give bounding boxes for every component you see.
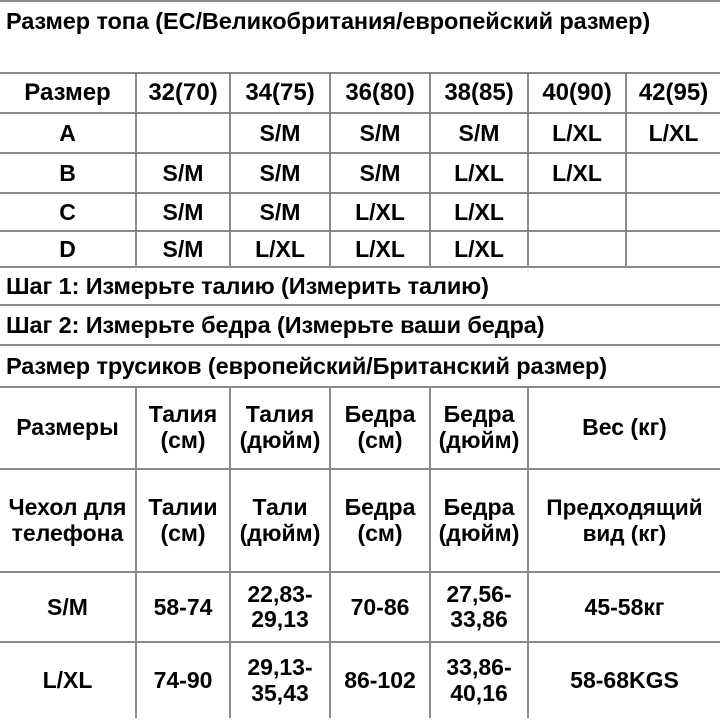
table-cell-c-38: L/XL — [431, 194, 529, 232]
bottom-table-title: Размер трусиков (европейский/Британский размер) — [0, 346, 720, 388]
table-cell-d-42 — [627, 232, 720, 268]
top-table-header-34: 34(75) — [231, 74, 331, 114]
bottom-table-subheader-weight: Предходящий вид (кг) — [529, 470, 720, 573]
top-table-header-42: 42(95) — [627, 74, 720, 114]
table-row-label-b: B — [0, 154, 137, 194]
table-cell-lxl-hip-cm: 86-102 — [331, 643, 431, 718]
table-cell-d-36: L/XL — [331, 232, 431, 268]
table-cell-b-34: S/M — [231, 154, 331, 194]
table-cell-b-42 — [627, 154, 720, 194]
table-cell-b-36: S/M — [331, 154, 431, 194]
table-row-label-lxl: L/XL — [0, 643, 137, 718]
table-cell-a-38: S/M — [431, 114, 529, 154]
table-cell-b-38: L/XL — [431, 154, 529, 194]
table-cell-c-34: S/M — [231, 194, 331, 232]
table-cell-sm-hip-in: 27,56-33,86 — [431, 573, 529, 643]
table-cell-c-32: S/M — [137, 194, 231, 232]
top-table-title: Размер топа (ЕС/Великобритания/европейский размер) — [0, 2, 720, 74]
table-cell-b-32: S/M — [137, 154, 231, 194]
table-cell-a-32 — [137, 114, 231, 154]
bottom-table-header-hip-in: Бедра (дюйм) — [431, 388, 529, 470]
top-table-header-40: 40(90) — [529, 74, 627, 114]
table-cell-a-36: S/M — [331, 114, 431, 154]
table-cell-c-42 — [627, 194, 720, 232]
top-table-header-size: Размер — [0, 74, 137, 114]
table-cell-lxl-weight: 58-68KGS — [529, 643, 720, 718]
table-row-label-c: C — [0, 194, 137, 232]
table-cell-a-42: L/XL — [627, 114, 720, 154]
table-cell-sm-weight: 45-58кг — [529, 573, 720, 643]
table-cell-sm-waist-cm: 58-74 — [137, 573, 231, 643]
bottom-table-subheader-hip-cm: Бедра (см) — [331, 470, 431, 573]
bottom-table-header-waist-cm: Талия (см) — [137, 388, 231, 470]
bottom-table-header-waist-in: Талия (дюйм) — [231, 388, 331, 470]
step-1-instruction: Шаг 1: Измерьте талию (Измерить талию) — [0, 268, 720, 306]
table-cell-sm-waist-in: 22,83-29,13 — [231, 573, 331, 643]
table-cell-d-32: S/M — [137, 232, 231, 268]
table-cell-d-40 — [529, 232, 627, 268]
top-table-header-32: 32(70) — [137, 74, 231, 114]
bottom-table-subheader-hip-in: Бедра (дюйм) — [431, 470, 529, 573]
table-cell-lxl-hip-in: 33,86-40,16 — [431, 643, 529, 718]
table-cell-d-38: L/XL — [431, 232, 529, 268]
table-cell-d-34: L/XL — [231, 232, 331, 268]
table-cell-c-40 — [529, 194, 627, 232]
bottom-table-subheader-waist-cm: Талии (см) — [137, 470, 231, 573]
bottom-table-subheader-phone-case: Чехол для телефона — [0, 470, 137, 573]
bottom-table-header-hip-cm: Бедра (см) — [331, 388, 431, 470]
table-cell-a-34: S/M — [231, 114, 331, 154]
table-cell-a-40: L/XL — [529, 114, 627, 154]
table-row-label-a: A — [0, 114, 137, 154]
step-2-instruction: Шаг 2: Измерьте бедра (Измерьте ваши бедра) — [0, 306, 720, 346]
bottom-table-header-sizes: Размеры — [0, 388, 137, 470]
bottom-table-subheader-waist-in: Тали (дюйм) — [231, 470, 331, 573]
table-cell-b-40: L/XL — [529, 154, 627, 194]
bottom-table-header-weight: Вес (кг) — [529, 388, 720, 470]
table-row-label-sm: S/M — [0, 573, 137, 643]
table-row-label-d: D — [0, 232, 137, 268]
top-table-header-38: 38(85) — [431, 74, 529, 114]
table-cell-lxl-waist-cm: 74-90 — [137, 643, 231, 718]
table-cell-sm-hip-cm: 70-86 — [331, 573, 431, 643]
table-cell-c-36: L/XL — [331, 194, 431, 232]
table-cell-lxl-waist-in: 29,13-35,43 — [231, 643, 331, 718]
top-table-header-36: 36(80) — [331, 74, 431, 114]
